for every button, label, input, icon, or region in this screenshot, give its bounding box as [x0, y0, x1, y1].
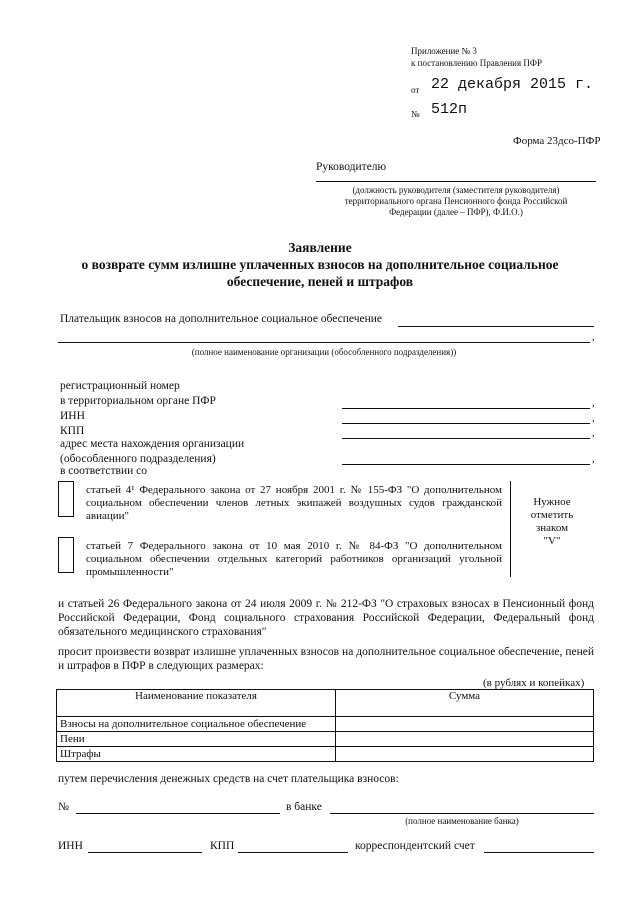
bank-inn-label: ИНН — [58, 840, 83, 852]
row-sum-penalties[interactable] — [336, 732, 594, 747]
payer-name-note: (полное наименование организации (обособленного подразделения)) — [191, 347, 457, 357]
table-header-sum: Сумма — [336, 690, 594, 717]
amounts-table — [56, 689, 594, 762]
mark-note-1: Нужное — [533, 496, 571, 508]
payer-name-field[interactable] — [398, 326, 594, 327]
account-number-label: № — [58, 801, 69, 813]
table-row — [57, 732, 594, 747]
address-label: адрес места нахождения организации — [60, 438, 245, 450]
reg-number-field[interactable] — [342, 408, 590, 409]
row-label-contributions: Взносы на дополнительное социальное обеспечение — [57, 717, 336, 732]
transfer-text: путем перечисления денежных средств на счет плательщика взносов: — [58, 773, 399, 785]
inn-field[interactable] — [342, 423, 590, 424]
decree-label: к постановлению Правления ПФР — [411, 58, 542, 68]
doc-title: Заявление — [288, 240, 352, 255]
row-label-penalties: Пени — [57, 732, 336, 747]
doc-title-line2: о возврате сумм излишне уплаченных взносов на дополнительное социальное — [81, 257, 559, 272]
according-label: в соответствии со — [60, 465, 148, 477]
bank-label: в банке — [286, 801, 322, 813]
payer-name-field-2[interactable] — [58, 342, 590, 343]
table-header-indicator: Наименование показателя — [57, 690, 336, 717]
mark-note-2: отметить — [530, 509, 574, 521]
addressee-note-1: (должность руководителя (заместителя руководителя) — [352, 185, 560, 195]
addressee-note-3: Федерации (далее – ПФР), Ф.И.О.) — [389, 207, 523, 217]
law-84-checkbox[interactable] — [58, 537, 74, 573]
mark-note-4: "V" — [543, 535, 561, 547]
units-note: (в рублях и копейках) — [483, 677, 585, 689]
doc-title-line3: обеспечение, пеней и штрафов — [226, 274, 414, 289]
table-row — [57, 717, 594, 732]
kpp-field[interactable] — [342, 438, 590, 439]
address-label-2: (обособленного подразделения) — [60, 453, 216, 465]
reg-number-label-2: в территориальном органе ПФР — [60, 395, 216, 407]
row-sum-contributions[interactable] — [336, 717, 594, 732]
bank-kpp-label: КПП — [210, 840, 235, 852]
number-label: № — [411, 109, 420, 119]
addressee-field[interactable] — [316, 181, 596, 182]
payer-label: Плательщик взносов на дополнительное социальное обеспечение — [60, 313, 383, 325]
table-row — [57, 747, 594, 762]
law-155-checkbox[interactable] — [58, 481, 74, 517]
bank-field[interactable] — [330, 813, 594, 814]
row-label-fines: Штрафы — [57, 747, 336, 762]
addressee-label: Руководителю — [316, 161, 387, 173]
reg-number-label: регистрационный номер — [60, 380, 180, 392]
corr-account-label: корреспондентский счет — [355, 840, 475, 852]
corr-account-field[interactable] — [484, 852, 594, 853]
account-number-field[interactable] — [76, 813, 280, 814]
form-code: Форма 23дсо-ПФР — [513, 135, 601, 147]
article-26-text: и статьей 26 Федерального закона от 24 июля 2009 г. № 212-ФЗ "О страховых взносах в Пенсионный фонд Российской Федерации, Фонд социального страхования Российской Федерации, Федеральный фонд обязательного медицинского страхования" — [58, 598, 594, 638]
address-field[interactable] — [342, 464, 590, 465]
decree-date: 22 декабря 2015 г. — [431, 76, 594, 93]
law-84-text: статьей 7 Федерального закона от 10 мая 2010 г. № 84-ФЗ "О дополнительном социальном обеспечении отдельных категорий работников организаций угольной промышленности" — [86, 540, 502, 578]
law-155-text: статьей 4¹ Федерального закона от 27 ноября 2001 г. № 155-ФЗ "О дополнительном социальном обеспечении членов летных экипажей воздушных судов гражданской авиации" — [86, 484, 502, 522]
bank-kpp-field[interactable] — [238, 852, 348, 853]
row-sum-fines[interactable] — [336, 747, 594, 762]
decree-number: 512п — [431, 101, 468, 118]
bank-inn-field[interactable] — [88, 852, 202, 853]
request-text: просит произвести возврат излишне уплаченных взносов на дополнительное социальное обеспечение, пеней и штрафов в ПФР в следующих размерах: — [58, 646, 594, 672]
bank-note: (полное наименование банка) — [405, 816, 519, 826]
date-from-label: от — [411, 85, 420, 95]
appendix-label: Приложение № 3 — [411, 46, 477, 56]
addressee-note-2: территориального органа Пенсионного фонда Российской — [344, 196, 568, 206]
options-divider — [510, 481, 511, 577]
inn-label: ИНН — [60, 410, 85, 422]
kpp-label: КПП — [60, 425, 85, 437]
mark-note-3: знаком — [535, 522, 569, 534]
